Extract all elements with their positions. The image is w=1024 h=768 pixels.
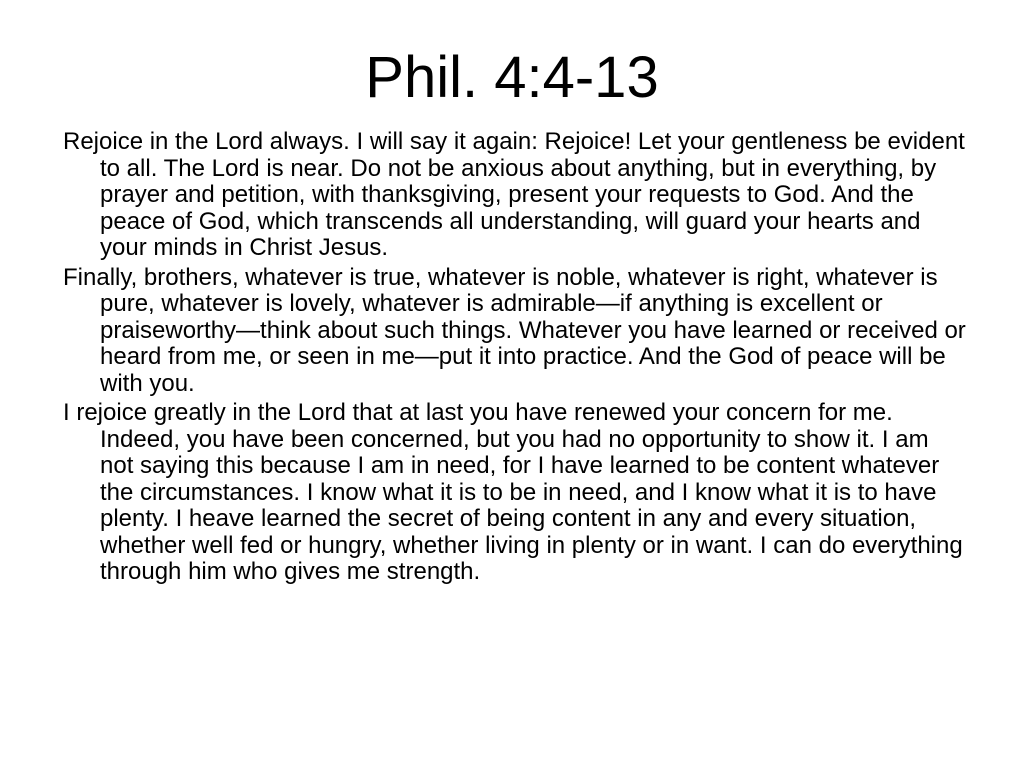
paragraph-finally: Finally, brothers, whatever is true, whatever is noble, whatever is right, whatever is pure, whatever is lovely, whatever is admirable—if anything is excellent or praiseworthy—think about such things. Whatever you have learned or received or heard from me, or seen in me—put it into practice. And the God of peace will be with you.	[63, 263, 966, 397]
slide-body	[63, 129, 968, 589]
paragraph-content: I rejoice greatly in the Lord that at last you have renewed your concern for me. Indeed, you have been concerned, but you had no opportunity to show it. I am not saying this because I am in need, for I have learned to be content whatever the circumstances. I know what it is to be in need, and I know what it is to have plenty. I heave learned the secret of being content in any and every situation, whether well fed or hungry, whether living in plenty or in want. I can do everything through him who gives me strength.	[63, 399, 963, 585]
slide-title: Phil. 4:4-13	[365, 45, 659, 110]
paragraph-rejoice: Rejoice in the Lord always. I will say it again: Rejoice! Let your gentleness be evident to all. The Lord is near. Do not be anxious about anything, but in everything, by prayer and petition, with thanksgiving, present your requests to God. And the peace of God, which transcends all understanding, will guard your hearts and your minds in Christ Jesus.	[63, 128, 965, 261]
